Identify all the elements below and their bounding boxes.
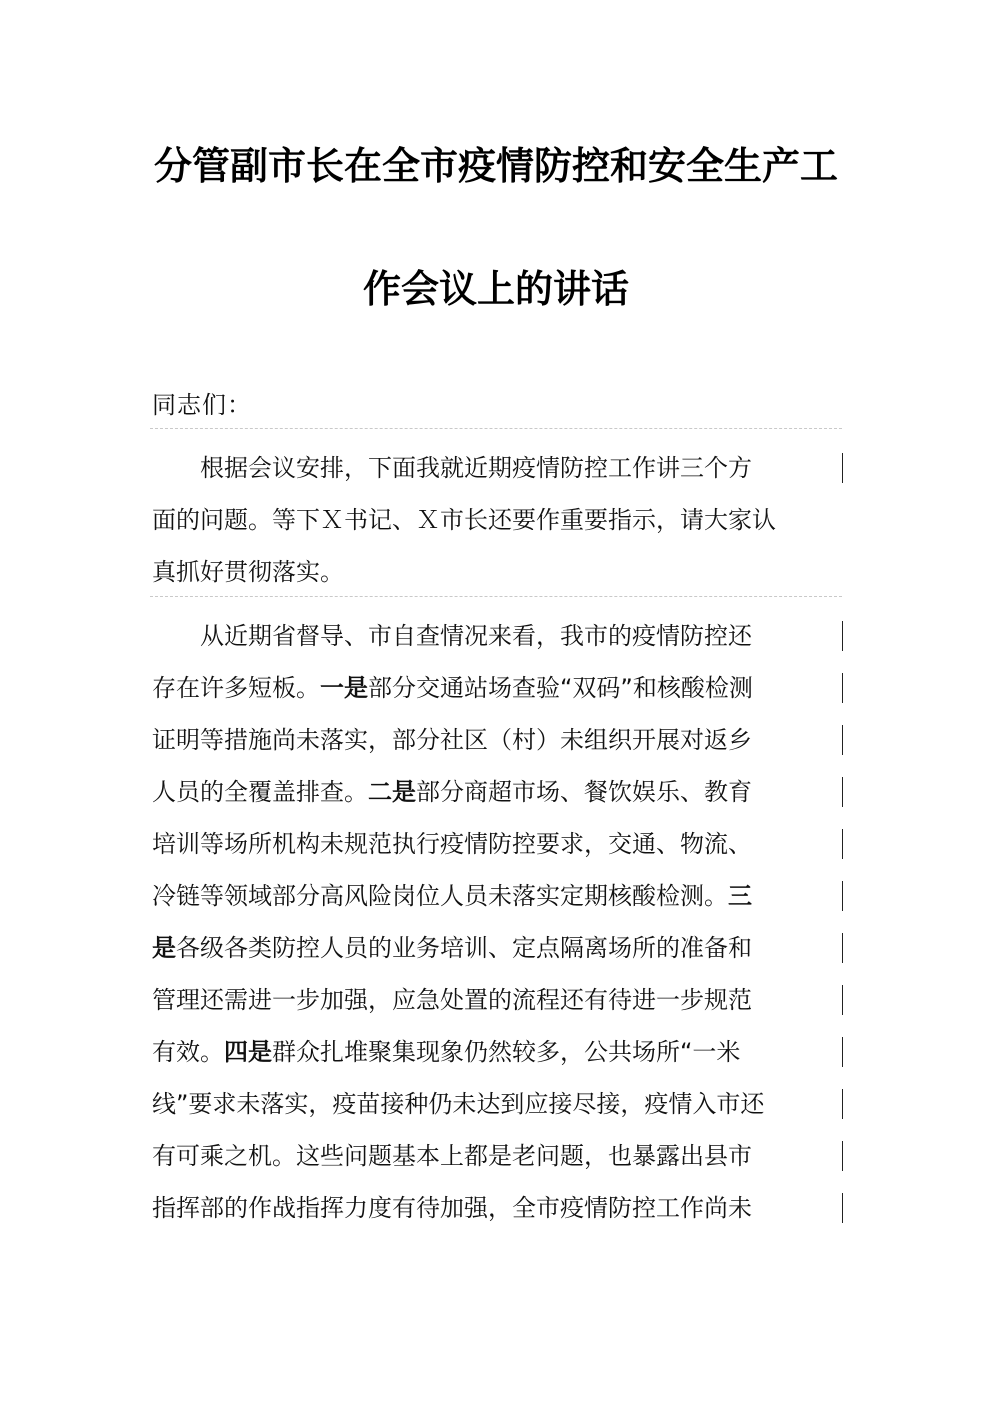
text-run: 群众扎堆聚集现象仍然较多，公共场所“一米 xyxy=(272,1038,741,1066)
text-cursor-mark xyxy=(842,777,843,807)
text-cursor-mark xyxy=(842,673,843,703)
text-run: 有效。 xyxy=(152,1038,224,1066)
paragraph-2-line xyxy=(152,928,842,968)
section-divider xyxy=(150,428,842,429)
text-cursor-mark xyxy=(842,621,843,651)
text-run: 存在许多短板。 xyxy=(152,674,320,702)
emphasis-label: 是 xyxy=(152,934,176,962)
paragraph-2-line: 指挥部的作战指挥力度有待加强，全市疫情防控工作尚未 xyxy=(152,1194,752,1222)
text-run: 冷链等领域部分高风险岗位人员未落实定期核酸检测。 xyxy=(152,882,728,910)
text-cursor-mark xyxy=(842,1037,843,1067)
emphasis-label: 四是 xyxy=(224,1038,272,1066)
paragraph-1-line: 面的问题。等下Ｘ书记、Ｘ市长还要作重要指示，请大家认 xyxy=(152,506,776,534)
paragraph-1-line: 真抓好贯彻落实。 xyxy=(152,558,344,586)
text-run: 部分商超市场、餐饮娱乐、教育 xyxy=(416,778,752,806)
document-title-line-1: 分管副市长在全市疫情防控和安全生产工 xyxy=(153,144,838,188)
text-cursor-mark xyxy=(842,453,843,483)
text-cursor-mark xyxy=(842,725,843,755)
paragraph-2-line xyxy=(152,668,842,708)
text-cursor-mark xyxy=(842,933,843,963)
greeting: 同志们： xyxy=(152,391,252,419)
paragraph-2-line: 管理还需进一步加强，应急处置的流程还有待进一步规范 xyxy=(152,986,752,1014)
emphasis-label: 三 xyxy=(728,882,752,910)
paragraph-2-line xyxy=(152,876,842,916)
text-run: 人员的全覆盖排查。 xyxy=(152,778,368,806)
paragraph-2-line xyxy=(152,772,842,812)
text-cursor-mark xyxy=(842,985,843,1015)
section-divider xyxy=(150,596,842,597)
emphasis-label: 一是 xyxy=(320,674,368,702)
paragraph-2-line: 从近期省督导、市自查情况来看，我市的疫情防控还 xyxy=(200,622,752,650)
emphasis-label: 二是 xyxy=(368,778,416,806)
text-cursor-mark xyxy=(842,1193,843,1223)
text-run: 各级各类防控人员的业务培训、定点隔离场所的准备和 xyxy=(176,934,752,962)
paragraph-2-line: 线”要求未落实，疫苗接种仍未达到应接尽接，疫情入市还 xyxy=(152,1090,765,1118)
text-cursor-mark xyxy=(842,881,843,911)
paragraph-2-line: 有可乘之机。这些问题基本上都是老问题，也暴露出县市 xyxy=(152,1142,752,1170)
paragraph-2-line: 证明等措施尚未落实，部分社区（村）未组织开展对返乡 xyxy=(152,726,752,754)
text-cursor-mark xyxy=(842,1141,843,1171)
text-cursor-mark xyxy=(842,1089,843,1119)
text-cursor-mark xyxy=(842,829,843,859)
paragraph-2-line: 培训等场所机构未规范执行疫情防控要求，交通、物流、 xyxy=(152,830,752,858)
document-title-line-2: 作会议上的讲话 xyxy=(362,267,629,311)
text-run: 部分交通站场查验“双码”和核酸检测 xyxy=(368,674,753,702)
paragraph-1-line: 根据会议安排，下面我就近期疫情防控工作讲三个方 xyxy=(200,454,752,482)
paragraph-2-line xyxy=(152,1032,842,1072)
